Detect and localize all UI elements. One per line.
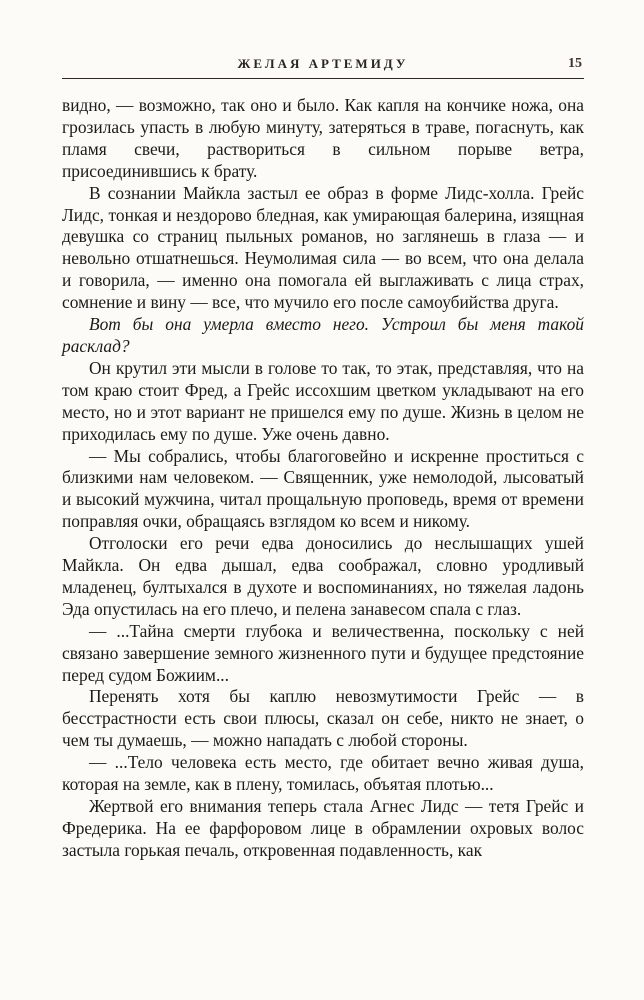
paragraph: видно, — возможно, так оно и было. Как капля на кончике ножа, она грозилась упасть в любую минуту, затеряться в траве, погаснуть, как пламя свечи, раствориться в сильном порыве ветра, присоединившись к брату.: [62, 95, 584, 181]
running-head: [62, 56, 584, 76]
paragraph: — Мы собрались, чтобы благоговейно и искренне проститься с близкими нам человеком. — Священник, уже немолодой, лысоватый и высокий мужчина, читал прощальную проповедь, время от времени поправляя очки, обращаясь взглядом ко всем и никому.: [62, 445, 584, 532]
paragraph: Отголоски его речи едва доносились до неслышащих ушей Майкла. Он едва дышал, едва соображал, словно уродливый младенец, бултыхался в духоте и воспоминаниях, но тяжелая ладонь Эда опустилась на его плечо, и пелена занавесом спала с глаз.: [62, 533, 584, 619]
page-number: 15: [568, 56, 582, 71]
paragraph: Жертвой его внимания теперь стала Агнес Лидс — тетя Грейс и Фредерика. На ее фарфоровом лице в обрамлении охровых волос застыла горькая печаль, откровенная подавленность, как: [62, 796, 584, 860]
paragraph: В сознании Майкла застыл ее образ в форме Лидс-холла. Грейс Лидс, тонкая и нездорово бледная, как умирающая балерина, изящная девушка со страниц пыльных романов, но заглянешь в глаза — и невольно отшатнешься. Неумолимая сила — во всем, что она делала и говорила, — именно она помогала ей выглаживать с лица страх, сомнение и вину — все, что мучило его после самоубийства друга.: [62, 182, 584, 313]
paragraph: — ...Тайна смерти глубока и величественна, поскольку с ней связано завершение земного жизненного пути и будущее предстояние перед судом Божиим...: [62, 620, 584, 685]
paragraph: — ...Тело человека есть место, где обитает вечно живая душа, которая на земле, как в плену, томилась, объятая плотью...: [62, 752, 584, 795]
paragraph: Он крутил эти мысли в голове то так, то этак, представляя, что на том краю стоит Фред, а Грейс иссохшим цветком укладывают на его место, но и этот вариант не пришелся ему по душе. Жизнь в целом не приходилась ему по душе. Уже очень давно.: [62, 357, 584, 444]
paragraph-italic: Вот бы она умерла вместо него. Устроил бы меня такой расклад?: [62, 314, 584, 356]
body-text: [62, 95, 584, 862]
paragraph: Перенять хотя бы каплю невозмутимости Грейс — в бесстрастности есть свои плюсы, сказал он себе, никто не знает, о чем ты думаешь, — можно нападать с любой стороны.: [62, 686, 584, 751]
running-title: ЖЕЛАЯ АРТЕМИДУ: [237, 56, 409, 71]
header-rule: [62, 78, 584, 79]
